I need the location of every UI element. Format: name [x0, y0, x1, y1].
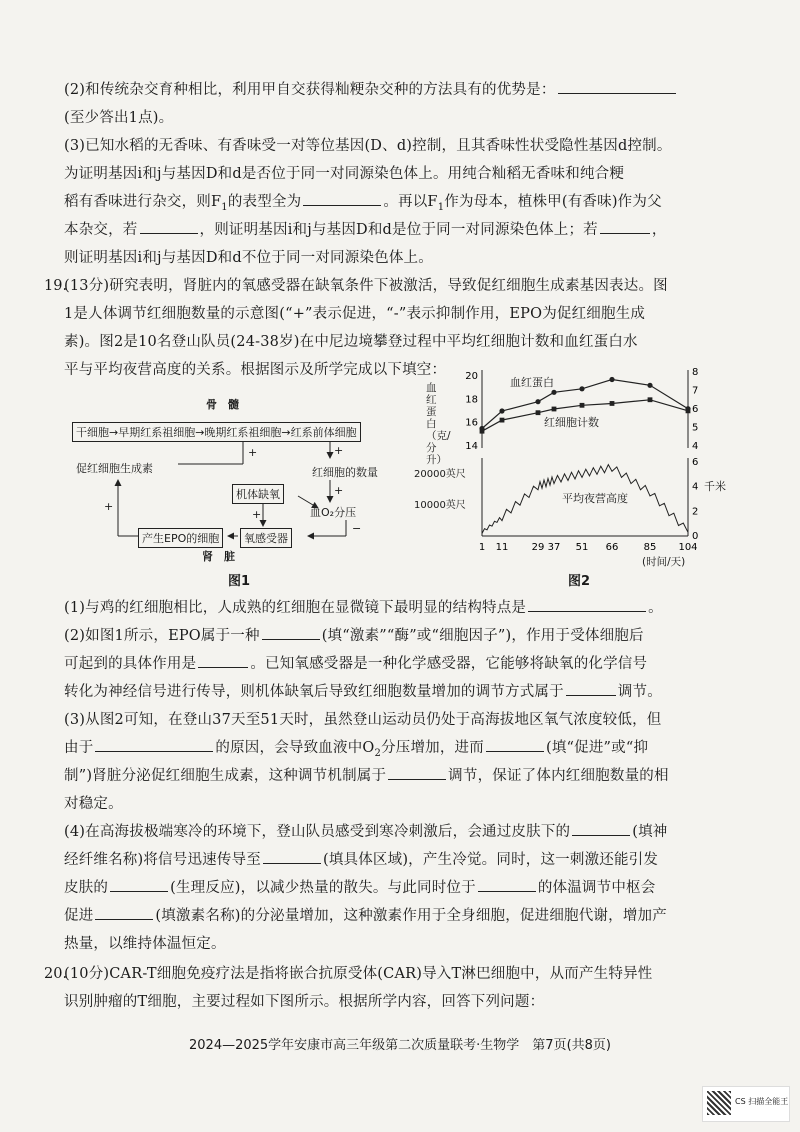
q19-part3-line1: (3)从图2可知，在登山37天至51天时，虽然登山运动员仍处于高海拔地区氧气浓度较低，但 [64, 712, 662, 728]
kidney-label: 肾 脏 [202, 550, 235, 563]
q19-part4-line4: 促进 (填激素名称)的分泌量增加，这种激素作用于全身细胞，促进细胞代谢，增加产 [64, 902, 724, 930]
scanner-label: CS 扫描全能王 [735, 1097, 789, 1106]
hb-series-label: 血红蛋白 [510, 376, 554, 389]
q19-part3-line3: 制”)肾脏分泌促红细胞生成素，这种调节机制属于 调节，保证了体内红细胞数量的相 [64, 762, 724, 790]
figure-2-chart [414, 360, 740, 590]
epo-label: 促红细胞生成素 [76, 462, 153, 475]
altitude-tick-label: 6 [692, 457, 699, 468]
hypoxia-box: 机体缺氧 [232, 484, 284, 504]
answer-blank[interactable] [95, 735, 213, 752]
rbc-series-label: 红细胞计数 [544, 416, 599, 429]
answer-blank[interactable] [572, 819, 630, 836]
hb-tick-label: 18 [465, 394, 478, 406]
q18-part2-note: (至少答出1点)。 [64, 110, 174, 126]
x-tick-label: 11 [495, 542, 509, 553]
answer-blank[interactable] [600, 217, 650, 234]
hemoglobin-point [609, 377, 614, 382]
rbc-count-point [500, 418, 505, 423]
answer-blank[interactable] [198, 651, 248, 668]
altitude-tick-label: 4 [692, 481, 699, 493]
answer-blank[interactable] [558, 77, 676, 94]
rbc-count-point [552, 407, 557, 412]
x-tick-label: 1 [478, 542, 486, 553]
rbc-tick-label: 6 [692, 404, 699, 415]
q19-part1: (1)与鸡的红细胞相比，人成熟的红细胞在显微镜下最明显的结构特点是 。 [64, 594, 724, 622]
x-tick-label: 66 [605, 542, 619, 553]
hemoglobin-point [551, 390, 556, 395]
minus-sign: − [352, 522, 362, 535]
hemoglobin-point [499, 408, 504, 413]
q19-part2-line3: 转化为神经信号进行传导，则机体缺氧后导致红细胞数量增加的调节方式属于 调节。 [64, 678, 724, 706]
cell-lineage-chain: 干细胞→早期红系祖细胞→晚期红系祖细胞→红系前体细胞 [72, 422, 361, 442]
altitude-series-label: 平均夜营高度 [562, 492, 628, 505]
rbc-tick-label: 7 [692, 385, 699, 397]
answer-blank[interactable] [303, 189, 381, 206]
q19-part3-line4: 对稳定。 [64, 796, 123, 812]
x-tick-label: 37 [547, 542, 561, 553]
rbc-count-label: 红细胞的数量 [312, 466, 378, 479]
rbc-count-point [648, 397, 653, 402]
answer-blank[interactable] [478, 875, 536, 892]
rbc-count-point [610, 401, 615, 406]
oxygen-sensor-box: 氧感受器 [240, 528, 292, 548]
q19-part2-line2: 可起到的具体作用是 。已知氧感受器是一种化学感受器，它能够将缺氧的化学信号 [64, 650, 724, 678]
q20-line1: (10分)CAR-T细胞免疫疗法是指将嵌合抗原受体(CAR)导入T淋巴细胞中，从而产生特异性 [64, 966, 653, 982]
epo-cell-box: 产生EPO的细胞 [138, 528, 223, 548]
figure-2-caption: 图2 [568, 574, 591, 589]
figure-1-caption: 图1 [228, 574, 251, 589]
q19-intro-1: (13分)研究表明，肾脏内的氧感受器在缺氧条件下被激活，导致促红细胞生成素基因表达。图 [64, 278, 668, 294]
answer-blank[interactable] [486, 735, 544, 752]
left-tick-bottom: 20000英尺 [414, 469, 466, 480]
rbc-tick-label: 4 [692, 441, 699, 452]
x-tick-label: 85 [643, 542, 657, 553]
q18-part2: (2)和传统杂交育种相比，利用甲自交获得籼粳杂交种的方法具有的优势是： [64, 76, 724, 104]
q18-part3-line4: 本杂交，若 ，则证明基因i和j与基因D和d是位于同一对同源染色体上；若 ， [64, 216, 724, 244]
plus-sign: + [334, 484, 344, 497]
rbc-count-point [536, 410, 541, 415]
answer-blank[interactable] [140, 217, 198, 234]
bone-marrow-label: 骨 髓 [206, 398, 239, 411]
qr-code-icon [707, 1091, 731, 1115]
rbc-count-point [686, 408, 691, 413]
plus-sign: + [104, 500, 114, 513]
hemoglobin-point [535, 399, 540, 404]
answer-blank[interactable] [110, 875, 168, 892]
answer-blank[interactable] [566, 679, 616, 696]
q19-intro-2: 1是人体调节红细胞数量的示意图(“+”表示促进，“-”表示抑制作用，EPO为促红细胞生成 [64, 306, 646, 322]
answer-blank[interactable] [263, 847, 321, 864]
q19-part3-line2: 由于 的原因，会导致血液中$O_2$分压增加，进而 (填“促进”或“抑 [64, 734, 724, 768]
q19-part4-line1: (4)在高海拔极端寒冷的环境下，登山队员感受到寒冷刺激后，会通过皮肤下的 (填神 [64, 818, 724, 846]
q18-part3-line3: 稻有香味进行杂交，则$F_1$的表型全为 。再以$F_1$作为母本，植株甲(有香味)作为父 [64, 188, 724, 222]
q19-intro-3: 素)。图2是10名登山队员(24-38岁)在中尼边境攀登过程中平均红细胞计数和血红蛋白水 [64, 334, 638, 350]
x-tick-label: 104 [678, 542, 698, 553]
page-footer: 2024—2025学年安康市高三年级第二次质量联考·生物学 第7页(共8页) [189, 1038, 611, 1053]
rbc-count-point [480, 429, 485, 434]
altitude-tick-label: 0 [692, 531, 699, 542]
km-unit-label: 千米 [704, 480, 726, 493]
plus-sign: + [252, 508, 262, 521]
q19-part2-line1: (2)如图1所示，EPO属于一种 (填“激素”“酶”或“细胞因子”)，作用于受体细胞后 [64, 622, 724, 650]
q19-part4-line3: 皮肤的 (生理反应)，以减少热量的散失。与此同时位于 的体温调节中枢会 [64, 874, 724, 902]
hb-tick-label: 20 [465, 371, 478, 382]
q18-part3-line1: (3)已知水稻的无香味、有香味受一对等位基因(D、d)控制，且其香味性状受隐性基因d控制。 [64, 138, 672, 154]
q20-line2: 识别肿瘤的T细胞，主要过程如下图所示。根据所学内容，回答下列问题： [64, 994, 545, 1010]
q18-part3-line2: 为证明基因i和j与基因D和d是否位于同一对同源染色体上。用纯合籼稻无香味和纯合粳 [64, 166, 625, 182]
plus-sign: + [248, 446, 258, 459]
rbc-tick-label: 8 [692, 367, 699, 378]
x-tick-label: 51 [575, 542, 589, 553]
x-tick-label: 29 [531, 542, 545, 553]
figure-2-svg [420, 360, 740, 590]
answer-blank[interactable] [388, 763, 446, 780]
answer-blank[interactable] [262, 623, 320, 640]
q19-part4-line2: 经纤维名称)将信号迅速传导至 (填具体区域)，产生冷觉。同时，这一刺激还能引发 [64, 846, 724, 874]
scanner-badge [702, 1086, 790, 1122]
hb-tick-label: 16 [465, 417, 478, 429]
hb-axis-label: 血红蛋白（克/分升） [426, 382, 451, 466]
q19-part4-line5: 热量，以维持体温恒定。 [64, 936, 226, 952]
answer-blank[interactable] [95, 903, 153, 920]
hemoglobin-point [579, 386, 584, 391]
left-tick-bottom: 10000英尺 [414, 500, 466, 511]
hb-tick-label: 14 [465, 441, 478, 452]
figure-1-diagram [68, 396, 418, 596]
q19-number: 19. [44, 278, 68, 294]
rbc-count-point [580, 403, 585, 408]
hemoglobin-point [647, 383, 652, 388]
po2-label: 血O₂分压 [310, 506, 357, 519]
altitude-tick-label: 2 [692, 506, 699, 518]
q20-number: 20. [44, 966, 68, 982]
answer-blank[interactable] [528, 595, 646, 612]
q18-part3-line5: 则证明基因i和j与基因D和d不位于同一对同源染色体上。 [64, 250, 433, 266]
rbc-tick-label: 5 [692, 422, 699, 434]
plus-sign: + [334, 444, 344, 457]
q19-intro-4: 平与平均夜营高度的关系。根据图示及所学完成以下填空： [64, 362, 447, 378]
x-axis-label: (时间/天) [642, 556, 686, 568]
